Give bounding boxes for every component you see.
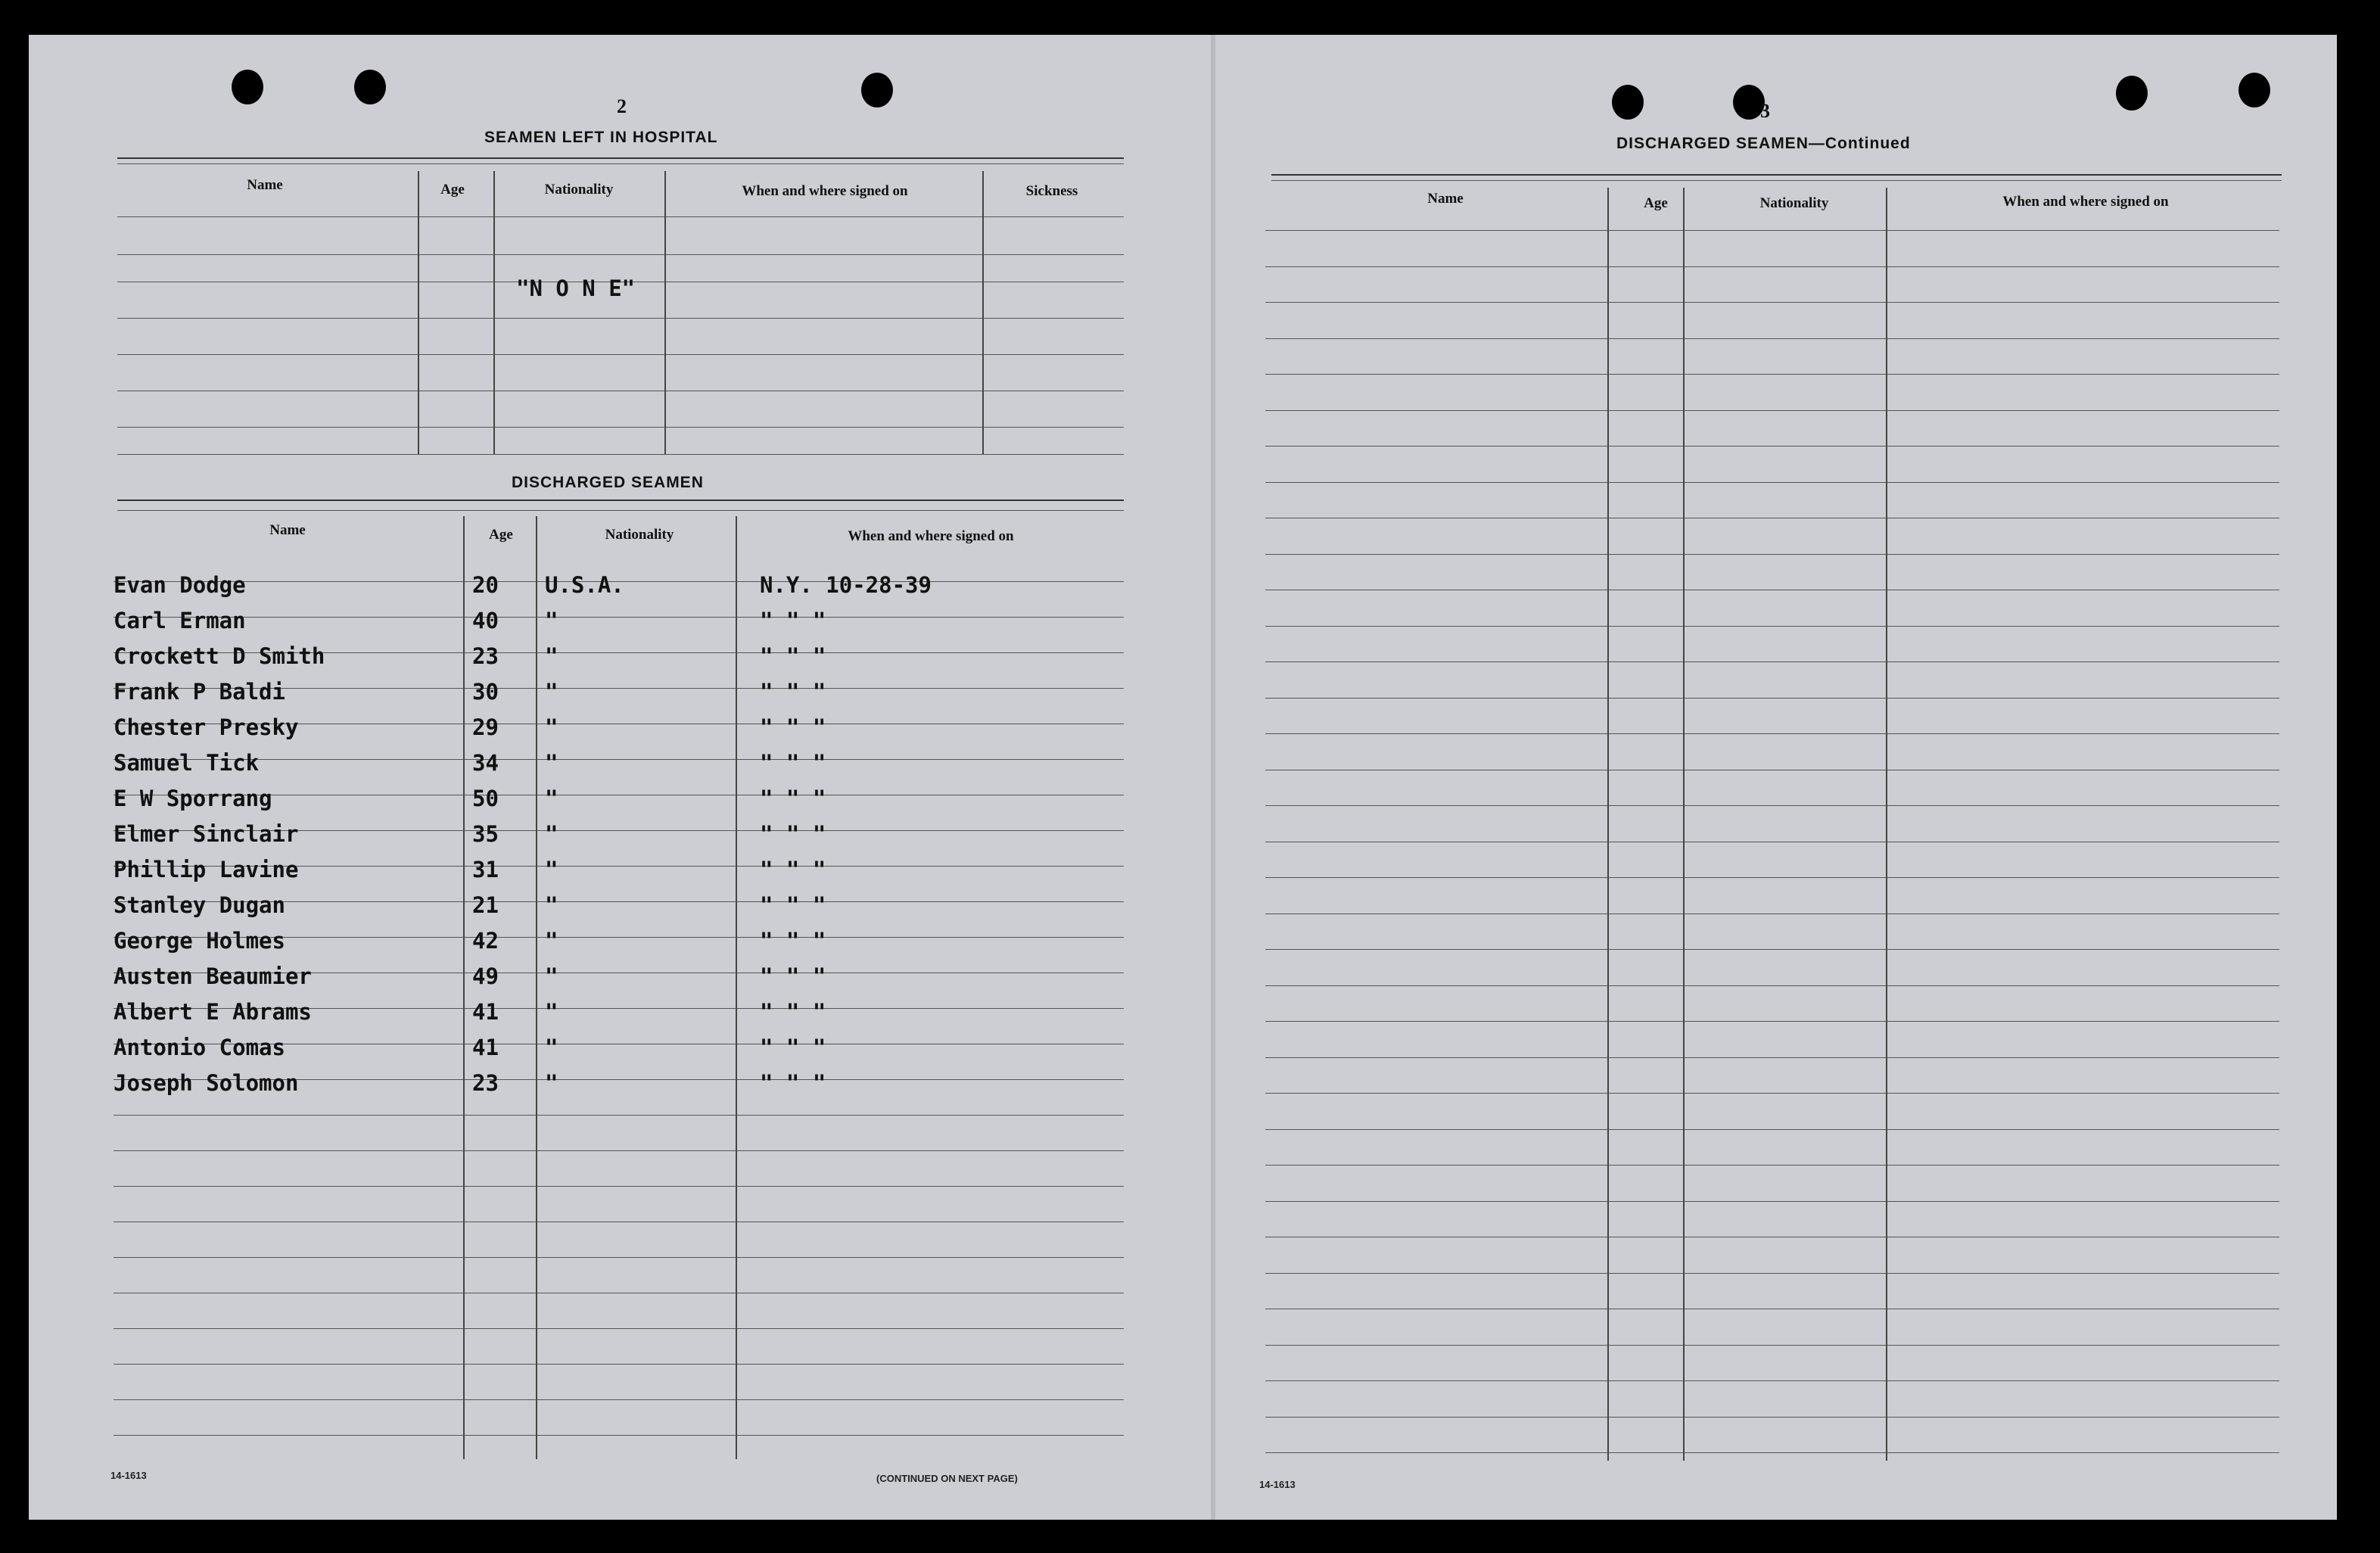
- table-cell-nationality: ": [545, 643, 558, 669]
- ruled-line: [1265, 1021, 2279, 1022]
- form-number: 14-1613: [110, 1470, 147, 1481]
- rule: [1271, 180, 2282, 181]
- table-cell-signed-on: " " ": [760, 679, 826, 705]
- discharged-header-nationality: Nationality: [605, 527, 674, 543]
- ruled-line: [1265, 1129, 2279, 1130]
- table-cell-name: Evan Dodge: [114, 572, 246, 598]
- rule: [1271, 174, 2282, 176]
- punch-hole: [232, 70, 263, 104]
- document-sheet: [29, 35, 2337, 1520]
- ruled-line: [1265, 1452, 2279, 1453]
- punch-hole: [354, 70, 386, 104]
- ruled-line: [117, 454, 1124, 455]
- table-cell-signed-on: " " ": [760, 857, 826, 882]
- table-cell-signed-on: " " ": [760, 1070, 826, 1096]
- discharged-header-name: Name: [269, 522, 306, 538]
- table-cell-signed-on: " " ": [760, 714, 826, 740]
- table-cell-age: 34: [472, 750, 499, 776]
- table-cell-name: Stanley Dugan: [114, 892, 285, 918]
- punch-hole: [2116, 76, 2148, 110]
- table-cell-nationality: ": [545, 821, 558, 847]
- ruled-line: [1265, 1201, 2279, 1202]
- table-cell-nationality: ": [545, 679, 558, 705]
- continued-note: (CONTINUED ON NEXT PAGE): [876, 1473, 1018, 1484]
- ruled-line: [1265, 698, 2279, 699]
- ruled-line: [1265, 913, 2279, 914]
- punch-hole: [2238, 73, 2270, 107]
- ruled-line: [114, 1399, 1124, 1400]
- table-cell-name: Crockett D Smith: [114, 643, 325, 669]
- table-cell-name: Frank P Baldi: [114, 679, 285, 705]
- ruled-line: [1265, 985, 2279, 986]
- ruled-line: [1265, 949, 2279, 950]
- column-divider: [463, 516, 465, 1459]
- hospital-header-signed-on: When and where signed on: [742, 183, 908, 199]
- ruled-line: [1265, 482, 2279, 483]
- discharged-header-signed-on: When and where signed on: [848, 528, 1014, 544]
- form-number: 14-1613: [1259, 1479, 1296, 1490]
- column-divider: [982, 171, 984, 454]
- column-divider: [1886, 188, 1887, 1461]
- table-cell-signed-on: " " ": [760, 643, 826, 669]
- table-cell-nationality: ": [545, 892, 558, 918]
- ruled-line: [114, 1328, 1124, 1329]
- column-divider: [664, 171, 666, 454]
- punch-hole: [861, 73, 893, 107]
- table-cell-age: 20: [472, 572, 499, 598]
- column-divider: [736, 516, 737, 1459]
- continued-header-nationality: Nationality: [1759, 195, 1829, 211]
- ruled-line: [1265, 805, 2279, 806]
- rule: [117, 500, 1124, 501]
- column-divider: [1683, 188, 1685, 1461]
- table-cell-age: 50: [472, 786, 499, 811]
- table-cell-age: 42: [472, 928, 499, 954]
- table-cell-name: Albert E Abrams: [114, 999, 312, 1025]
- table-cell-age: 29: [472, 714, 499, 740]
- table-cell-signed-on: " " ": [760, 928, 826, 954]
- ruled-line: [1265, 1417, 2279, 1418]
- ruled-line: [114, 1150, 1124, 1151]
- ruled-line: [1265, 554, 2279, 555]
- ruled-line: [117, 354, 1124, 355]
- table-cell-signed-on: " " ": [760, 750, 826, 776]
- table-cell-signed-on: " " ": [760, 963, 826, 989]
- column-divider: [493, 171, 495, 454]
- ruled-line: [117, 318, 1124, 319]
- ruled-line: [1265, 1273, 2279, 1274]
- table-cell-name: George Holmes: [114, 928, 285, 954]
- discharged-header-age: Age: [489, 527, 513, 543]
- table-cell-age: 35: [472, 821, 499, 847]
- table-cell-age: 21: [472, 892, 499, 918]
- ruled-line: [114, 759, 1124, 760]
- table-cell-age: 41: [472, 1035, 499, 1060]
- ruled-line: [1265, 446, 2279, 447]
- table-cell-name: Austen Beaumier: [114, 963, 312, 989]
- hospital-header-sickness: Sickness: [1025, 183, 1078, 199]
- ruled-line: [114, 1435, 1124, 1436]
- continued-header-age: Age: [1644, 195, 1668, 211]
- ruled-line: [114, 1115, 1124, 1116]
- table-cell-nationality: U.S.A.: [545, 572, 624, 598]
- table-cell-nationality: ": [545, 928, 558, 954]
- hospital-header-name: Name: [247, 177, 283, 193]
- ruled-line: [1265, 230, 2279, 231]
- ruled-line: [1265, 1093, 2279, 1094]
- page-number: 2: [617, 95, 627, 117]
- table-cell-nationality: ": [545, 1070, 558, 1096]
- column-divider: [1607, 188, 1609, 1461]
- ruled-line: [114, 1186, 1124, 1187]
- rule: [117, 157, 1124, 159]
- table-cell-age: 31: [472, 857, 499, 882]
- table-cell-signed-on: " " ": [760, 786, 826, 811]
- table-cell-nationality: ": [545, 857, 558, 882]
- table-cell-nationality: ": [545, 608, 558, 633]
- hospital-header-nationality: Nationality: [544, 182, 614, 198]
- hospital-section-title: SEAMEN LEFT IN HOSPITAL: [484, 129, 718, 146]
- column-divider: [418, 171, 419, 454]
- page-number: 3: [1760, 100, 1770, 122]
- table-cell-name: Carl Erman: [114, 608, 246, 633]
- table-cell-name: Elmer Sinclair: [114, 821, 299, 847]
- table-cell-name: Samuel Tick: [114, 750, 260, 776]
- ruled-line: [1265, 1057, 2279, 1058]
- hospital-none-entry: "N O N E": [516, 275, 636, 301]
- table-cell-name: Joseph Solomon: [114, 1070, 299, 1096]
- table-cell-name: Chester Presky: [114, 714, 299, 740]
- ruled-line: [114, 617, 1124, 618]
- discharged-continued-title: DISCHARGED SEAMEN—Continued: [1616, 135, 1911, 152]
- rule: [117, 163, 1124, 164]
- ruled-line: [114, 1364, 1124, 1365]
- table-cell-age: 23: [472, 1070, 499, 1096]
- ruled-line: [1265, 410, 2279, 411]
- table-cell-age: 40: [472, 608, 499, 633]
- ruled-line: [1265, 1380, 2279, 1381]
- table-cell-nationality: ": [545, 1035, 558, 1060]
- ruled-line: [1265, 733, 2279, 734]
- ruled-line: [1265, 1165, 2279, 1166]
- table-cell-nationality: ": [545, 999, 558, 1025]
- ruled-line: [114, 1257, 1124, 1258]
- ruled-line: [1265, 266, 2279, 267]
- discharged-section-title: DISCHARGED SEAMEN: [512, 474, 704, 491]
- page-fold: [1211, 35, 1215, 1520]
- table-cell-signed-on: N.Y. 10-28-39: [760, 572, 932, 598]
- rule: [117, 510, 1124, 511]
- table-cell-age: 30: [472, 679, 499, 705]
- continued-header-name: Name: [1427, 191, 1464, 207]
- table-cell-age: 49: [472, 963, 499, 989]
- ruled-line: [1265, 374, 2279, 375]
- table-cell-signed-on: " " ": [760, 1035, 826, 1060]
- ruled-line: [1265, 338, 2279, 339]
- ruled-line: [1265, 877, 2279, 878]
- ruled-line: [1265, 1345, 2279, 1346]
- table-cell-nationality: ": [545, 963, 558, 989]
- table-cell-name: Phillip Lavine: [114, 857, 299, 882]
- hospital-header-age: Age: [440, 182, 465, 198]
- ruled-line: [117, 216, 1124, 217]
- table-cell-signed-on: " " ": [760, 999, 826, 1025]
- table-cell-signed-on: " " ": [760, 821, 826, 847]
- column-divider: [536, 516, 537, 1459]
- continued-header-signed-on: When and where signed on: [2002, 194, 2169, 210]
- ruled-line: [117, 427, 1124, 428]
- table-cell-name: E W Sporrang: [114, 786, 272, 811]
- table-cell-nationality: ": [545, 786, 558, 811]
- punch-hole: [1612, 85, 1644, 120]
- table-cell-nationality: ": [545, 714, 558, 740]
- table-cell-age: 23: [472, 643, 499, 669]
- ruled-line: [1265, 661, 2279, 662]
- table-cell-signed-on: " " ": [760, 892, 826, 918]
- table-cell-nationality: ": [545, 750, 558, 776]
- table-cell-age: 41: [472, 999, 499, 1025]
- ruled-line: [1265, 626, 2279, 627]
- table-cell-name: Antonio Comas: [114, 1035, 285, 1060]
- ruled-line: [117, 254, 1124, 255]
- ruled-line: [1265, 302, 2279, 303]
- table-cell-signed-on: " " ": [760, 608, 826, 633]
